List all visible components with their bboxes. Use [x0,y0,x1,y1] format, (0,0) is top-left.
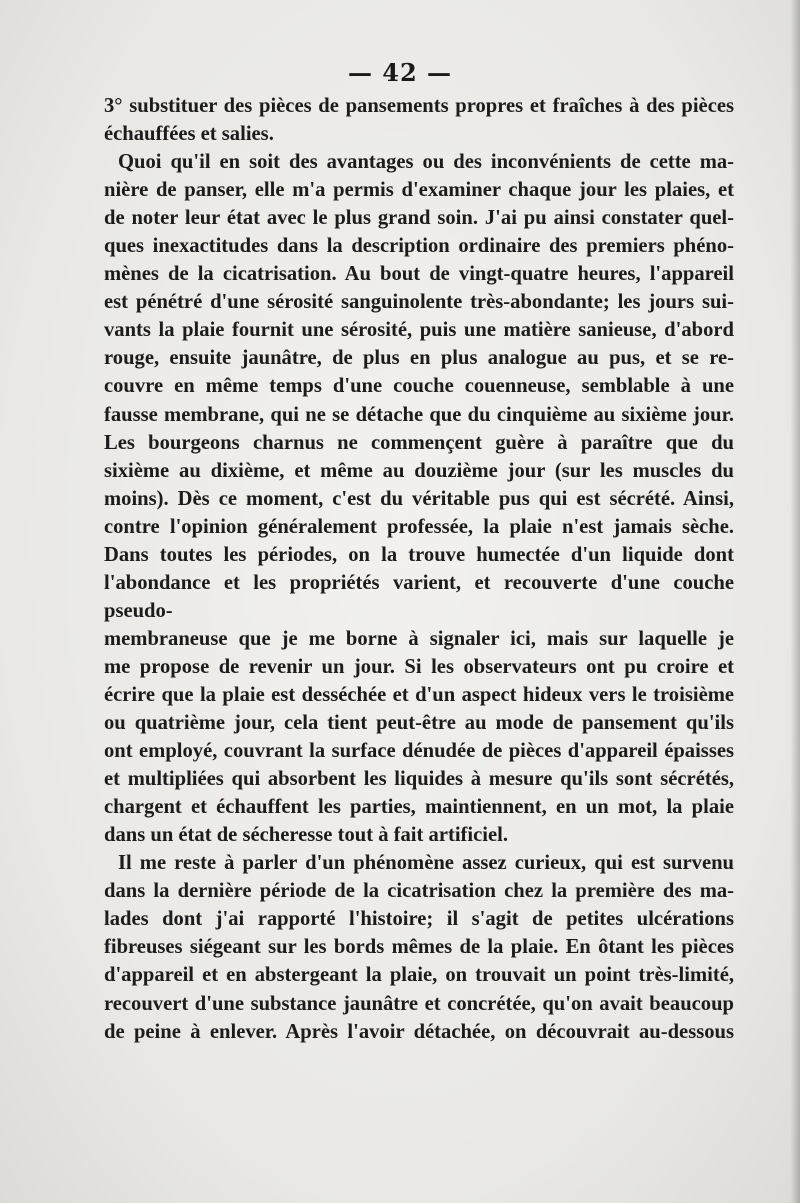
text-line: dans la dernière période de la cicatrisation chez la première des ma- [104,880,734,903]
text-line: rouge, ensuite jaunâtre, de plus en plus analogue au pus, et se re- [104,347,734,370]
text-line: dans un état de sécheresse tout à fait artificiel. [104,824,508,847]
text-line: ou quatrième jour, cela tient peut-être au mode de pansement qu'ils [104,712,734,735]
page-edge-shadow [790,0,800,1203]
text-line: sixième au dixième, et même au douzième jour (sur les muscles du [104,459,734,482]
text-line: Quoi qu'il en soit des avantages ou des inconvénients de cette ma- [118,151,734,174]
text-line: mènes de la cicatrisation. Au bout de vingt-quatre heures, l'appareil [104,263,734,286]
text-line: vants la plaie fournit une sérosité, puis une matière sanieuse, d'abord [104,319,734,342]
page-number: — 42 — [347,58,453,87]
text-line: ont employé, couvrant la surface dénudée de pièces d'appareil épaisses [104,740,734,763]
text-line: chargent et échauffent les parties, maintiennent, en un mot, la plaie [104,796,734,819]
text-line: est pénétré d'une sérosité sanguinolente très-abondante; les jours sui- [104,291,734,314]
text-line: et multipliées qui absorbent les liquides à mesure qu'ils sont sécrétés, [104,768,734,791]
text-line: l'abondance et les propriétés varient, et recouverte d'une couche pseudo- [104,571,734,622]
text-line: écrire que la plaie est desséchée et d'un aspect hideux vers le troisième [104,683,734,706]
text-line: fibreuses siégeant sur les bords mêmes de la plaie. En ôtant les pièces [104,936,734,959]
text-line: fausse membrane, qui ne se détache que du cinquième au sixième jour. [104,403,734,426]
text-line: d'appareil et en abstergeant la plaie, on trouvait un point très-limité, [104,964,734,987]
text-line: 3° substituer des pièces de pansements propres et fraîches à des pièces [104,95,734,117]
body-text [104,92,734,1046]
text-line: recouvert d'une substance jaunâtre et concrétée, qu'on avait beaucoup [104,992,734,1015]
text-line: Les bourgeons charnus ne commençent guère à paraître que du [104,431,734,454]
text-line: contre l'opinion généralement professée, la plaie n'est jamais sèche. [104,515,734,538]
text-line: membraneuse que je me borne à signaler ici, mais sur laquelle je [104,627,734,650]
text-line: lades dont j'ai rapporté l'histoire; il s'agit de petites ulcérations [104,908,734,931]
text-line: couvre en même temps d'une couche couenneuse, semblable à une [104,375,734,398]
text-line: nière de panser, elle m'a permis d'examiner chaque jour les plaies, et [104,179,734,202]
text-line: me propose de revenir un jour. Si les observateurs ont pu croire et [104,655,734,678]
text-line: de peine à enlever. Après l'avoir détachée, on découvrait au-dessous [104,1020,734,1043]
text-line: Il me reste à parler d'un phénomène assez curieux, qui est survenu [118,852,734,875]
text-line: échauffées et salies. [104,123,274,146]
text-line: de noter leur état avec le plus grand soin. J'ai pu ainsi constater quel- [104,207,734,230]
text-line: ques inexactitudes dans la description ordinaire des premiers phéno- [104,235,734,258]
text-line: Dans toutes les périodes, on la trouve humectée d'un liquide dont [104,543,734,566]
text-line: moins). Dès ce moment, c'est du véritable pus qui est sécrété. Ainsi, [104,487,734,510]
